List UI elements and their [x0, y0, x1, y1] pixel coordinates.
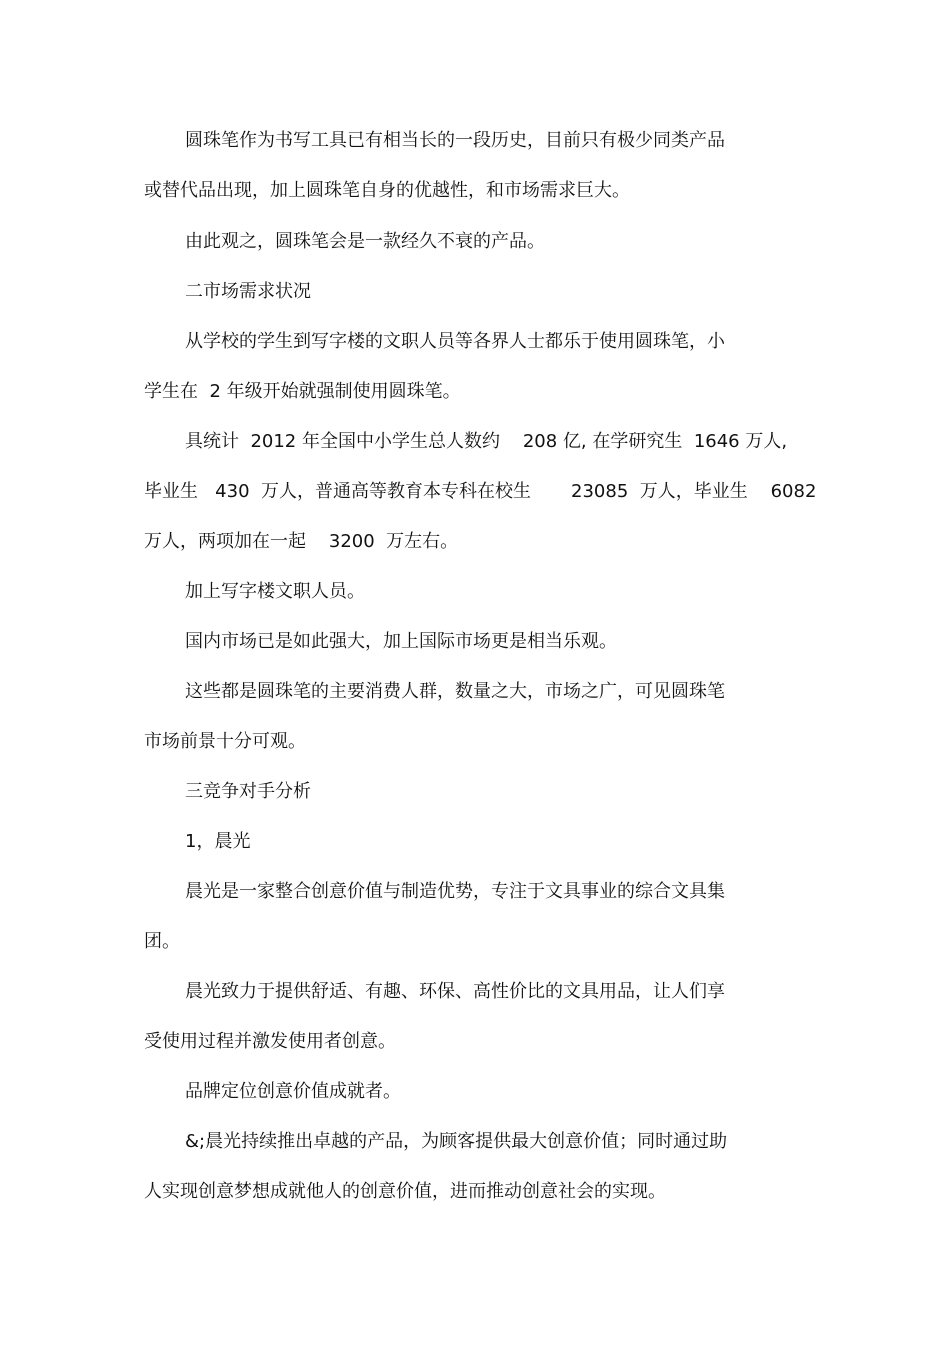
paragraph-line: 晨光致力于提供舒适、有趣、环保、高性价比的文具用品，让人们享	[185, 981, 725, 1002]
paragraph-line: 市场前景十分可观。	[144, 731, 306, 752]
paragraph-line: 团。	[144, 931, 180, 952]
section-heading: 三竞争对手分析	[185, 781, 311, 802]
paragraph-line: 受使用过程并激发使用者创意。	[144, 1031, 396, 1052]
paragraph-line: 人实现创意梦想成就他人的创意价值，进而推动创意社会的实现。	[144, 1181, 666, 1202]
paragraph-line: 晨光是一家整合创意价值与制造优势，专注于文具事业的综合文具集	[185, 881, 725, 902]
section-heading: 二市场需求状况	[185, 281, 311, 302]
paragraph-line: 毕业生 430 万人，普通高等教育本专科在校生 23085 万人，毕业生 6082	[144, 481, 817, 502]
paragraph-line: 国内市场已是如此强大，加上国际市场更是相当乐观。	[185, 631, 617, 652]
paragraph-line: 圆珠笔作为书写工具已有相当长的一段历史，目前只有极少同类产品	[185, 130, 725, 151]
paragraph-line: 由此观之，圆珠笔会是一款经久不衰的产品。	[185, 231, 545, 252]
paragraph-line: &;晨光持续推出卓越的产品，为顾客提供最大创意价值；同时通过助	[185, 1131, 728, 1152]
paragraph-line: 品牌定位创意价值成就者。	[185, 1081, 401, 1102]
paragraph-line: 学生在 2 年级开始就强制使用圆珠笔。	[144, 381, 461, 402]
paragraph-line: 从学校的学生到写字楼的文职人员等各界人士都乐于使用圆珠笔，小	[185, 331, 725, 352]
paragraph-line: 具统计 2012 年全国中小学生总人数约 208 亿, 在学研究生 1646 万人,	[185, 431, 788, 452]
paragraph-line: 万人，两项加在一起 3200 万左右。	[144, 531, 459, 552]
paragraph-line: 或替代品出现，加上圆珠笔自身的优越性，和市场需求巨大。	[144, 180, 630, 201]
subsection-heading: 1，晨光	[185, 831, 251, 852]
paragraph-line: 加上写字楼文职人员。	[185, 581, 365, 602]
paragraph-line: 这些都是圆珠笔的主要消费人群，数量之大，市场之广，可见圆珠笔	[185, 681, 725, 702]
